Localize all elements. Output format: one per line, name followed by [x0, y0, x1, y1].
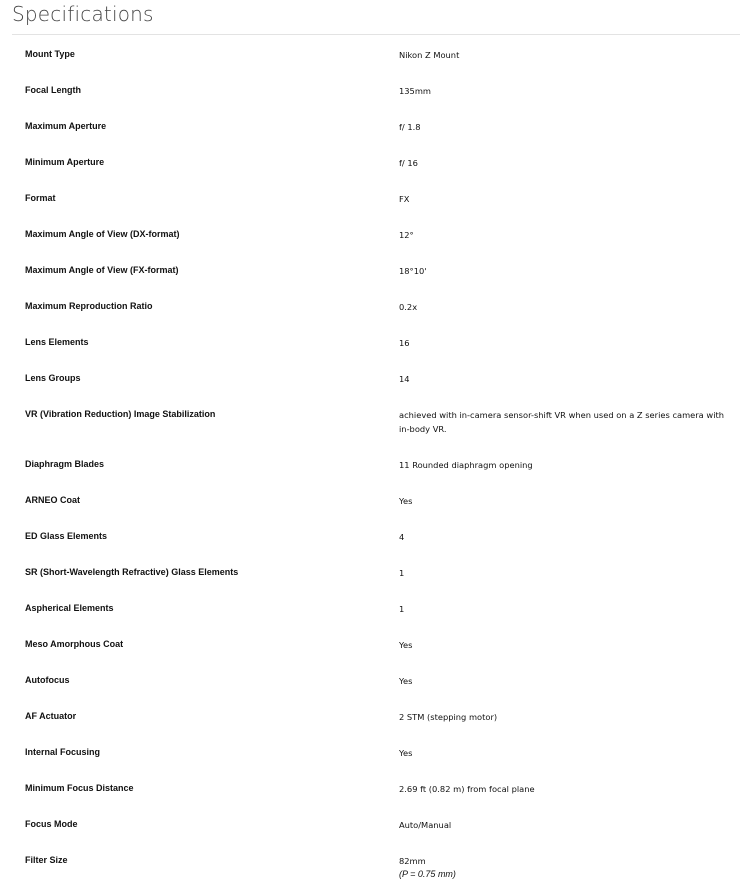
spec-label: ARNEO Coat: [25, 495, 81, 505]
spec-label: Maximum Angle of View (FX-format): [25, 265, 179, 275]
spec-label: Filter Size: [25, 855, 68, 865]
spec-list: [0, 36, 740, 878]
spec-row-aspherical-elements: [0, 590, 740, 626]
spec-row-format: [0, 180, 740, 216]
section-title: Specifications: [12, 2, 154, 26]
spec-row-af-actuator: [0, 698, 740, 734]
spec-row-minimum-aperture: [0, 144, 740, 180]
spec-label: Diaphragm Blades: [25, 459, 105, 469]
spec-value: 12°: [399, 230, 414, 240]
spec-value-group: [399, 854, 735, 881]
spec-label: SR (Short-Wavelength Refractive) Glass Elements: [25, 567, 239, 577]
spec-label: Internal Focusing: [25, 747, 101, 757]
section-divider: [12, 34, 740, 35]
spec-label: Format: [25, 193, 56, 203]
spec-value: 2.69 ft (0.82 m) from focal plane: [399, 784, 535, 794]
spec-row-autofocus: [0, 662, 740, 698]
spec-value: 82mm: [399, 856, 426, 866]
spec-row-internal-focusing: [0, 734, 740, 770]
spec-value: f/ 1.8: [399, 122, 421, 132]
spec-row-angle-of-view-dx: [0, 216, 740, 252]
spec-row-filter-size: [0, 842, 740, 878]
spec-label: Minimum Aperture: [25, 157, 105, 167]
spec-value: Auto/Manual: [399, 820, 452, 830]
spec-label: Focal Length: [25, 85, 81, 95]
spec-value: 1: [399, 604, 405, 614]
spec-value: Yes: [399, 748, 413, 758]
spec-value: 11 Rounded diaphragm opening: [399, 460, 533, 470]
spec-value-note: (P = 0.75 mm): [399, 869, 456, 879]
spec-label: Lens Groups: [25, 373, 81, 383]
spec-label: VR (Vibration Reduction) Image Stabilization: [25, 409, 216, 419]
spec-row-arneo-coat: [0, 482, 740, 518]
spec-label: Maximum Aperture: [25, 121, 107, 131]
spec-value: FX: [399, 194, 410, 204]
spec-label: Maximum Angle of View (DX-format): [25, 229, 180, 239]
spec-row-angle-of-view-fx: [0, 252, 740, 288]
spec-label: Lens Elements: [25, 337, 89, 347]
spec-row-vr-stabilization: [0, 396, 740, 446]
spec-label: Mount Type: [25, 49, 75, 59]
spec-label: ED Glass Elements: [25, 531, 108, 541]
spec-row-diaphragm-blades: [0, 446, 740, 482]
spec-value: 16: [399, 338, 410, 348]
spec-label: Meso Amorphous Coat: [25, 639, 124, 649]
spec-row-sr-glass-elements: [0, 554, 740, 590]
spec-value: Yes: [399, 640, 413, 650]
spec-row-focal-length: [0, 72, 740, 108]
spec-row-meso-amorphous-coat: [0, 626, 740, 662]
spec-value: f/ 16: [399, 158, 418, 168]
spec-value: 0.2x: [399, 302, 418, 312]
spec-value: Yes: [399, 676, 413, 686]
spec-row-reproduction-ratio: [0, 288, 740, 324]
spec-label: Maximum Reproduction Ratio: [25, 301, 153, 311]
spec-value: 2 STM (stepping motor): [399, 712, 498, 722]
spec-value: 135mm: [399, 86, 432, 96]
spec-value: 1: [399, 568, 405, 578]
spec-value: achieved with in-camera sensor-shift VR when used on a Z series camera with in-body VR.: [399, 410, 725, 434]
spec-label: AF Actuator: [25, 711, 77, 721]
spec-label: Minimum Focus Distance: [25, 783, 134, 793]
spec-row-ed-glass-elements: [0, 518, 740, 554]
spec-value: 18°10': [399, 266, 427, 276]
spec-value: Nikon Z Mount: [399, 50, 460, 60]
spec-row-lens-elements: [0, 324, 740, 360]
spec-label: Aspherical Elements: [25, 603, 114, 613]
spec-row-minimum-focus-distance: [0, 770, 740, 806]
spec-label: Focus Mode: [25, 819, 78, 829]
spec-value: Yes: [399, 496, 413, 506]
spec-row-lens-groups: [0, 360, 740, 396]
spec-value: 4: [399, 532, 405, 542]
spec-label: Autofocus: [25, 675, 70, 685]
spec-row-maximum-aperture: [0, 108, 740, 144]
spec-value: 14: [399, 374, 410, 384]
spec-row-focus-mode: [0, 806, 740, 842]
spec-row-mount-type: [0, 36, 740, 72]
